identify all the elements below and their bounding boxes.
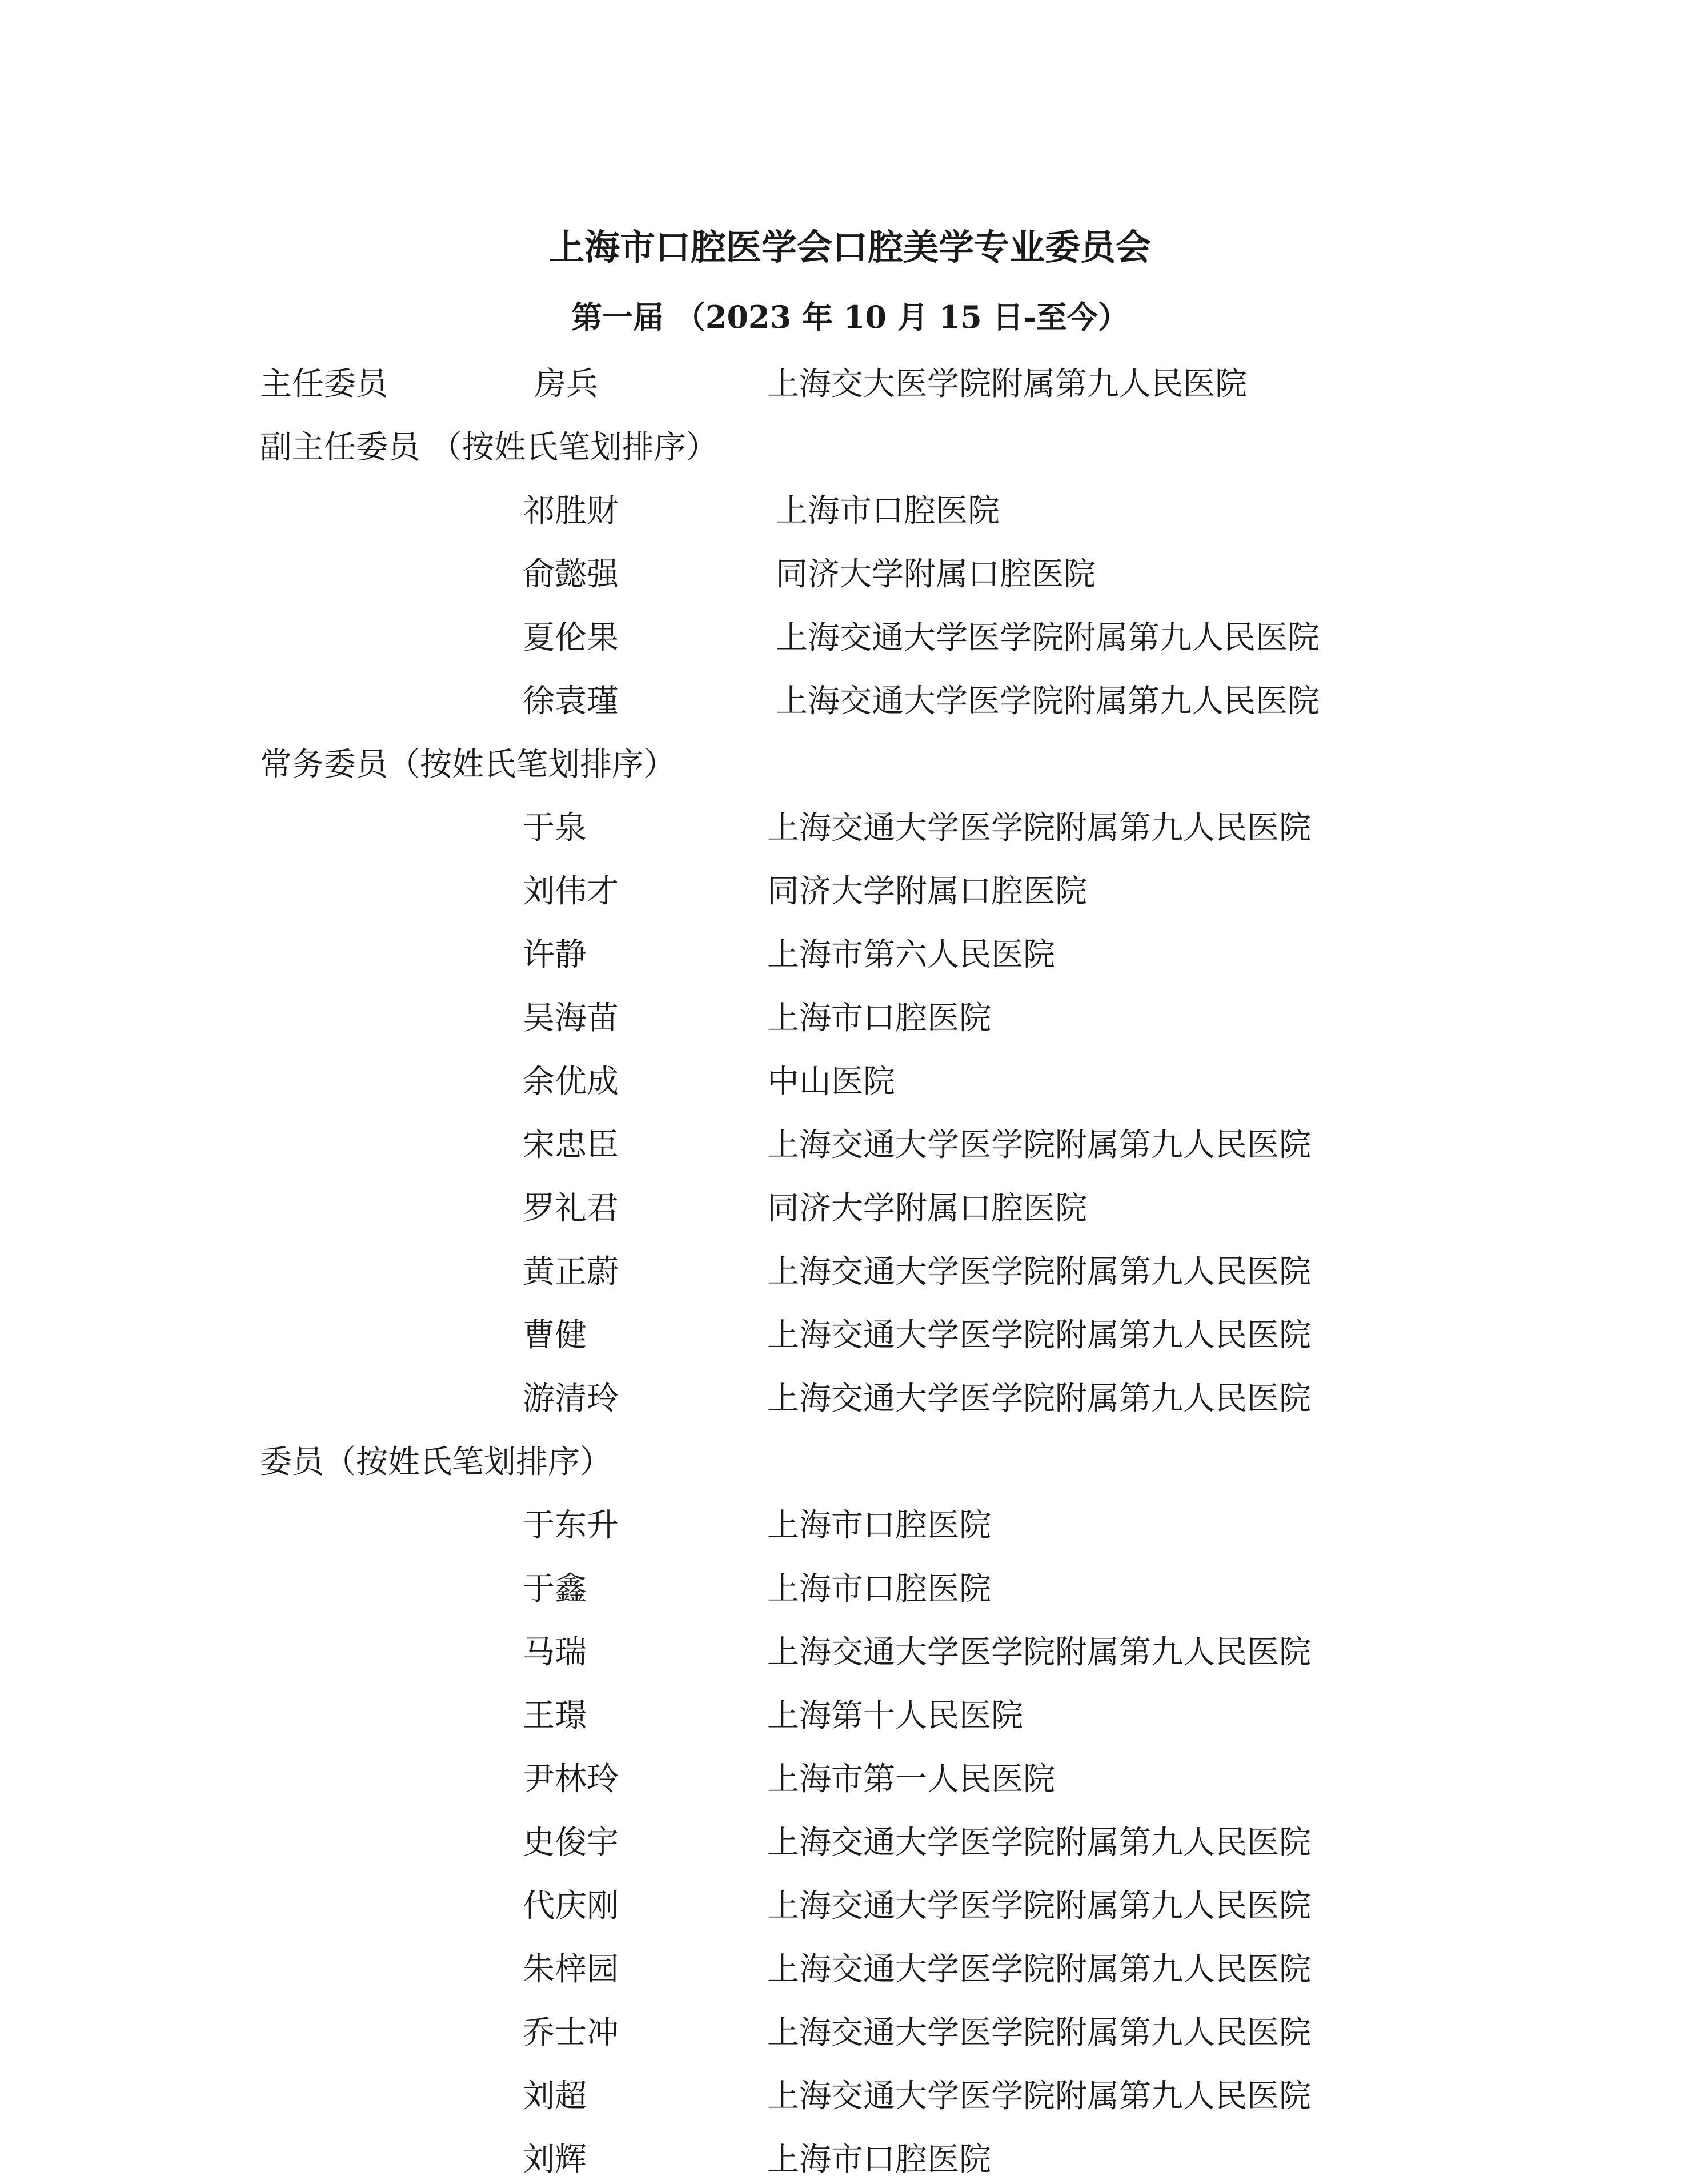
member-org: 上海交大医学院附属第九人民医院 [767, 366, 1247, 403]
member-name: 于东升 [523, 1507, 619, 1544]
member-org: 上海交通大学医学院附属第九人民医院 [767, 810, 1311, 847]
member-name: 夏伦果 [523, 619, 619, 656]
member-name: 刘伟才 [523, 873, 619, 910]
section-heading: 副主任委员 （按姓氏笔划排序） [260, 429, 718, 466]
member-row [0, 1313, 1700, 1359]
member-row [0, 1947, 1700, 1993]
member-org: 上海交通大学医学院附属第九人民医院 [767, 1634, 1311, 1671]
member-row [0, 1566, 1700, 1612]
member-org: 上海市口腔医院 [776, 492, 1000, 530]
member-row [0, 1757, 1700, 1802]
member-row [0, 932, 1700, 978]
member-name: 刘超 [523, 2078, 587, 2115]
member-row [0, 1630, 1700, 1676]
member-row [0, 806, 1700, 851]
member-org: 上海交通大学医学院附属第九人民医院 [767, 1824, 1311, 1861]
member-org: 上海市第一人民医院 [767, 1761, 1055, 1798]
member-org: 上海第十人民医院 [767, 1697, 1023, 1734]
member-name: 乔士冲 [523, 2014, 619, 2051]
member-row [0, 1123, 1700, 1168]
member-name: 于鑫 [523, 1570, 587, 1608]
member-row [0, 615, 1700, 661]
member-org: 上海市口腔医院 [767, 1570, 991, 1608]
member-org: 同济大学附属口腔医院 [767, 873, 1087, 910]
section-heading: 委员（按姓氏笔划排序） [260, 1444, 612, 1481]
session-subtitle: 第一届 （2023 年 10 月 15 日-至今） [571, 299, 1129, 335]
member-name: 朱梓园 [523, 1951, 619, 1988]
member-row [0, 679, 1700, 724]
member-row [0, 1503, 1700, 1549]
member-row [0, 1884, 1700, 1929]
member-org: 同济大学附属口腔医院 [767, 1190, 1087, 1227]
member-name: 代庆刚 [523, 1888, 619, 1925]
member-org: 上海市口腔医院 [767, 1507, 991, 1544]
member-name: 游清玲 [523, 1380, 619, 1417]
member-row [0, 2074, 1700, 2119]
member-org: 上海交通大学医学院附属第九人民医院 [767, 2078, 1311, 2115]
member-org: 上海市第六人民医院 [767, 936, 1055, 973]
section-heading-standing-members [0, 742, 1700, 788]
member-row [0, 1186, 1700, 1232]
member-name: 徐袁瑾 [523, 683, 619, 720]
member-org: 上海交通大学医学院附属第九人民医院 [767, 1951, 1311, 1988]
member-name: 罗礼君 [523, 1190, 619, 1227]
member-name: 刘辉 [523, 2141, 587, 2178]
member-name: 房兵 [534, 366, 598, 403]
member-org: 上海交通大学医学院附属第九人民医院 [767, 1127, 1311, 1164]
member-org: 上海交通大学医学院附属第九人民医院 [767, 2014, 1311, 2051]
chair-row [0, 362, 1700, 407]
member-name: 余优成 [523, 1063, 619, 1100]
member-org: 上海交通大学医学院附属第九人民医院 [767, 1888, 1311, 1925]
member-name: 俞懿强 [523, 556, 619, 593]
member-row [0, 996, 1700, 1041]
member-name: 祁胜财 [523, 492, 619, 530]
member-row [0, 1693, 1700, 1739]
section-heading-vice-chairs [0, 425, 1700, 471]
member-org: 同济大学附属口腔医院 [776, 556, 1096, 593]
member-org: 上海交通大学医学院附属第九人民医院 [776, 683, 1320, 720]
chair-label: 主任委员 [260, 366, 388, 403]
member-org: 中山医院 [767, 1063, 895, 1100]
member-org: 上海市口腔医院 [767, 2141, 991, 2178]
member-name: 史俊宇 [523, 1824, 619, 1861]
member-name: 尹林玲 [523, 1761, 619, 1798]
section-heading-members [0, 1440, 1700, 1485]
member-row [0, 1059, 1700, 1105]
member-row [0, 1249, 1700, 1295]
member-row [0, 2010, 1700, 2056]
member-row [0, 1820, 1700, 1866]
member-row [0, 552, 1700, 598]
document-title: 上海市口腔医学会口腔美学专业委员会 [548, 226, 1151, 268]
member-org: 上海市口腔医院 [767, 1000, 991, 1037]
member-row [0, 869, 1700, 915]
section-heading: 常务委员（按姓氏笔划排序） [260, 746, 676, 783]
member-name: 王璟 [523, 1697, 587, 1734]
member-org: 上海交通大学医学院附属第九人民医院 [767, 1380, 1311, 1417]
member-org: 上海交通大学医学院附属第九人民医院 [767, 1253, 1311, 1291]
member-name: 宋忠臣 [523, 1127, 619, 1164]
member-row [0, 1376, 1700, 1422]
member-org: 上海交通大学医学院附属第九人民医院 [767, 1317, 1311, 1354]
member-name: 黄正蔚 [523, 1253, 619, 1291]
member-row [0, 488, 1700, 534]
member-name: 许静 [523, 936, 587, 973]
member-name: 曹健 [523, 1317, 587, 1354]
member-org: 上海交通大学医学院附属第九人民医院 [776, 619, 1320, 656]
member-name: 于泉 [523, 810, 587, 847]
member-name: 马瑞 [523, 1634, 587, 1671]
member-name: 吴海苗 [523, 1000, 619, 1037]
member-row [0, 2137, 1700, 2183]
